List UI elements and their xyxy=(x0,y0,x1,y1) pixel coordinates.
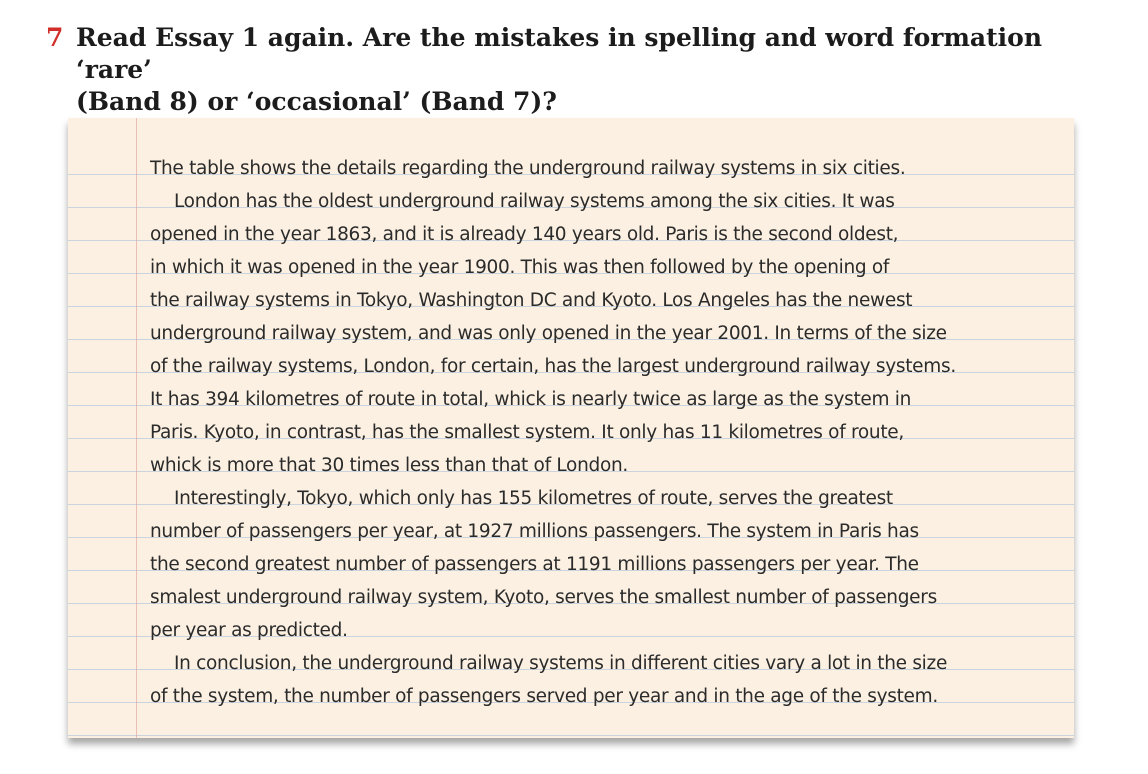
essay-line: London has the oldest underground railway systems among the six cities. It was xyxy=(174,191,895,212)
exercise-instruction-line-1: Read Essay 1 again. Are the mistakes in spelling and word formation ‘rare’ xyxy=(76,23,1042,84)
essay-text xyxy=(150,152,1050,713)
paper-margin-line xyxy=(136,118,137,738)
essay-line: whick is more that 30 times less than that of London. xyxy=(150,455,628,476)
essay-line: in which it was opened in the year 1900. This was then followed by the opening of xyxy=(150,257,890,278)
essay-line: the railway systems in Tokyo, Washington DC and Kyoto. Los Angeles has the newest xyxy=(150,290,913,311)
essay-line: opened in the year 1863, and it is already 140 years old. Paris is the second oldest, xyxy=(150,224,899,245)
essay-line: number of passengers per year, at 1927 millions passengers. The system in Paris has xyxy=(150,521,919,542)
essay-line: In conclusion, the underground railway systems in different cities vary a lot in the size xyxy=(174,653,948,674)
essay-line: smalest underground railway system, Kyoto, serves the smallest number of passengers xyxy=(150,587,937,608)
essay-line: per year as predicted. xyxy=(150,620,348,641)
essay-line: underground railway system, and was only opened in the year 2001. In terms of the size xyxy=(150,323,947,344)
essay-line: the second greatest number of passengers at 1191 millions passengers per year. The xyxy=(150,554,919,575)
lined-paper xyxy=(68,118,1074,738)
essay-line: Paris. Kyoto, in contrast, has the smallest system. It only has 11 kilometres of route, xyxy=(150,422,904,443)
essay-line: Interestingly, Tokyo, which only has 155 kilometres of route, serves the greatest xyxy=(174,488,893,509)
exercise-number: 7 xyxy=(46,23,64,52)
essay-line: The table shows the details regarding the underground railway systems in six cities. xyxy=(150,158,906,179)
essay-line: of the system, the number of passengers served per year and in the age of the system. xyxy=(150,686,938,707)
essay-line: of the railway systems, London, for certain, has the largest underground railway systems. xyxy=(150,356,956,377)
essay-line: It has 394 kilometres of route in total, whick is nearly twice as large as the system in xyxy=(150,389,912,410)
exercise-heading xyxy=(46,22,1126,118)
exercise-instruction-line-2: (Band 8) or ‘occasional’ (Band 7)? xyxy=(76,87,557,116)
